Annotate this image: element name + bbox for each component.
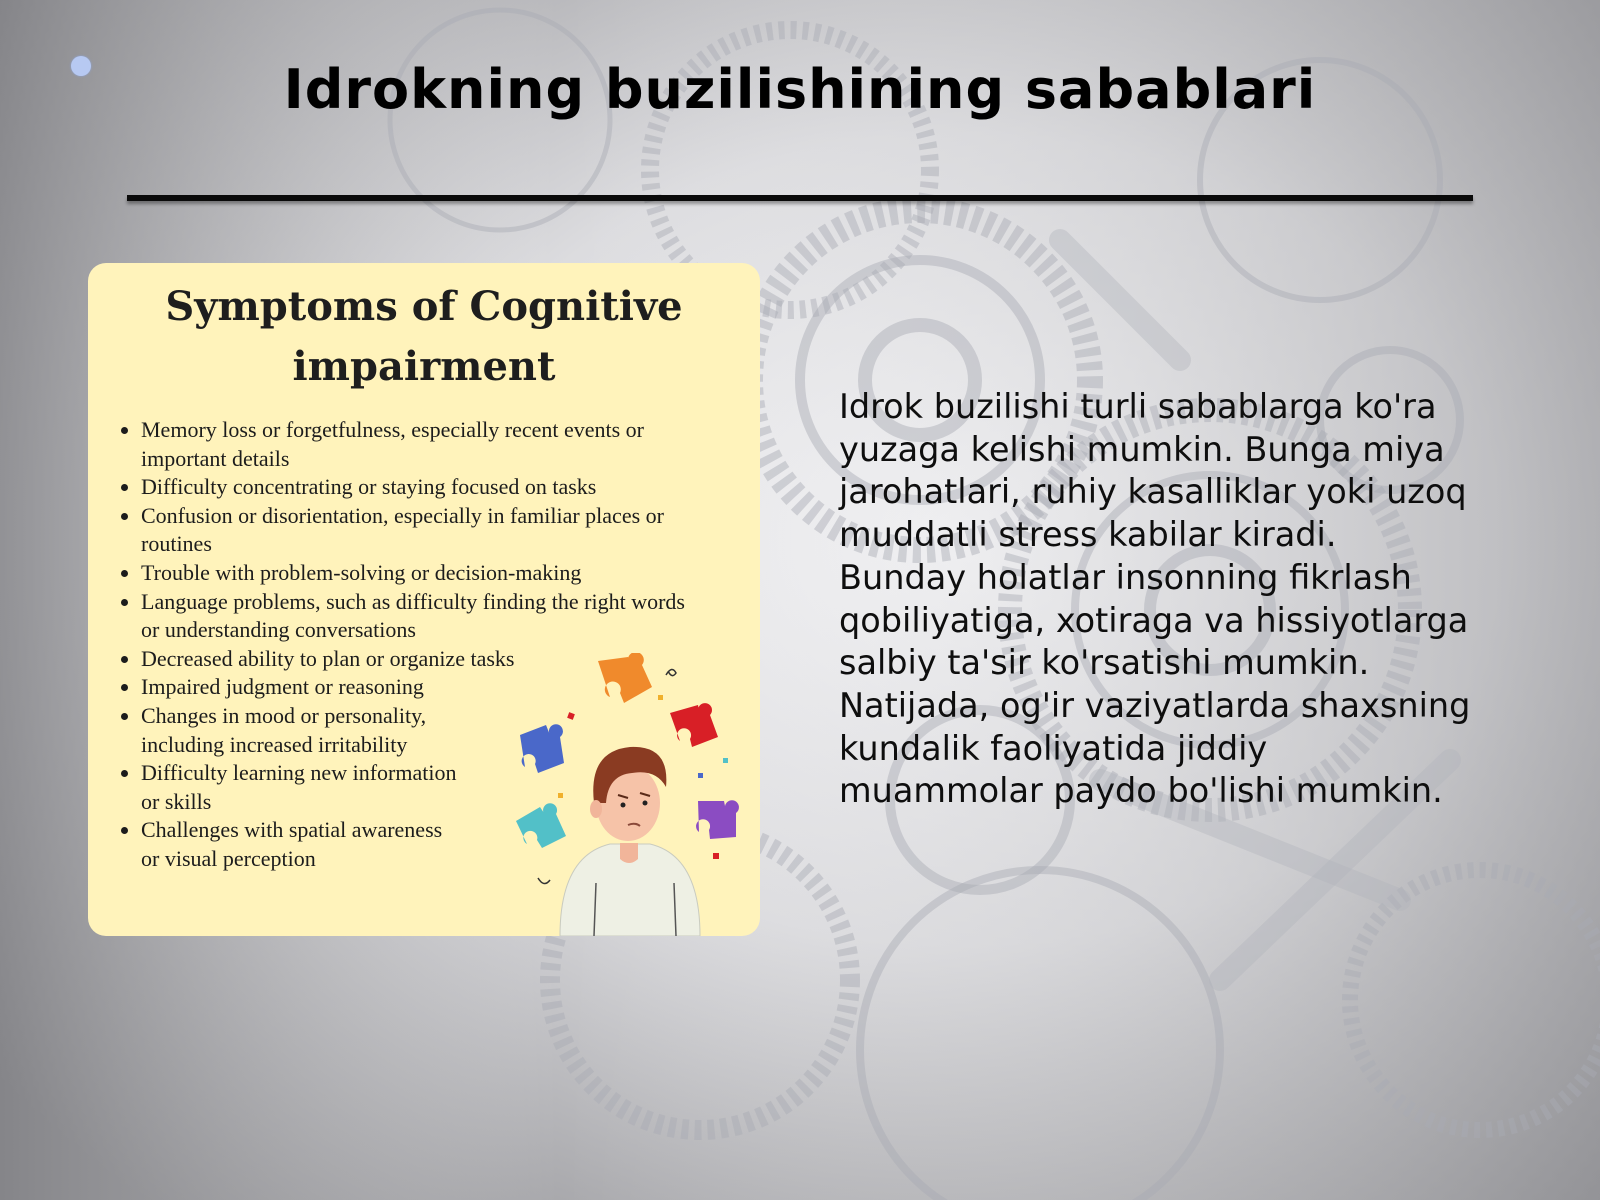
card-heading-text: Symptoms of Cognitive impairment <box>165 283 683 390</box>
list-item-text: Difficulty concentrating or staying focused on tasks <box>141 474 597 500</box>
list-item-text: Challenges with spatial awareness or visual perception <box>141 817 443 871</box>
title-divider <box>127 195 1473 201</box>
list-item-text: Impaired judgment or reasoning <box>141 674 424 700</box>
list-item-text: Language problems, such as difficulty finding the right words or understanding conversations <box>141 588 685 643</box>
list-item <box>141 588 760 645</box>
list-item-text: Trouble with problem-solving or decision-making <box>141 559 582 585</box>
list-item-text: Confusion or disorientation, especially in familiar places or routines <box>141 502 664 557</box>
list-item <box>141 416 760 473</box>
list-item-text: Memory loss or forgetfulness, especially recent events or important details <box>141 417 645 471</box>
list-item-text: Decreased ability to plan or organize tasks <box>141 645 515 671</box>
list-item <box>141 502 760 559</box>
list-item <box>141 559 760 588</box>
slide-title: Idrokning buzilishining sabablari <box>283 58 1317 121</box>
list-item <box>141 473 760 502</box>
symptoms-card <box>88 263 760 936</box>
card-heading <box>88 277 760 397</box>
list-item-text: Changes in mood or personality, including increased irritability <box>141 702 427 757</box>
list-item-text: Difficulty learning new information or skills <box>141 760 457 814</box>
confused-person-illustration <box>508 653 760 936</box>
body-paragraph: Idrok buzilishi turli sabablarga ko'ra yuzaga kelishi mumkin. Bunga miya jarohatlari, ruhiy kasalliklar yoki uzoq muddatli stress kabilar kiradi. Bunday holatlar insonning fikrlash qobiliyatiga, xotiraga va hissiyotlarga salbiy ta'sir ko'rsatishi mumkin. Natijada, og'ir vaziyatlarda shaxsning kundalik faoliyatida jiddiy muammolar paydo bo'lishi mumkin. <box>839 387 1471 811</box>
